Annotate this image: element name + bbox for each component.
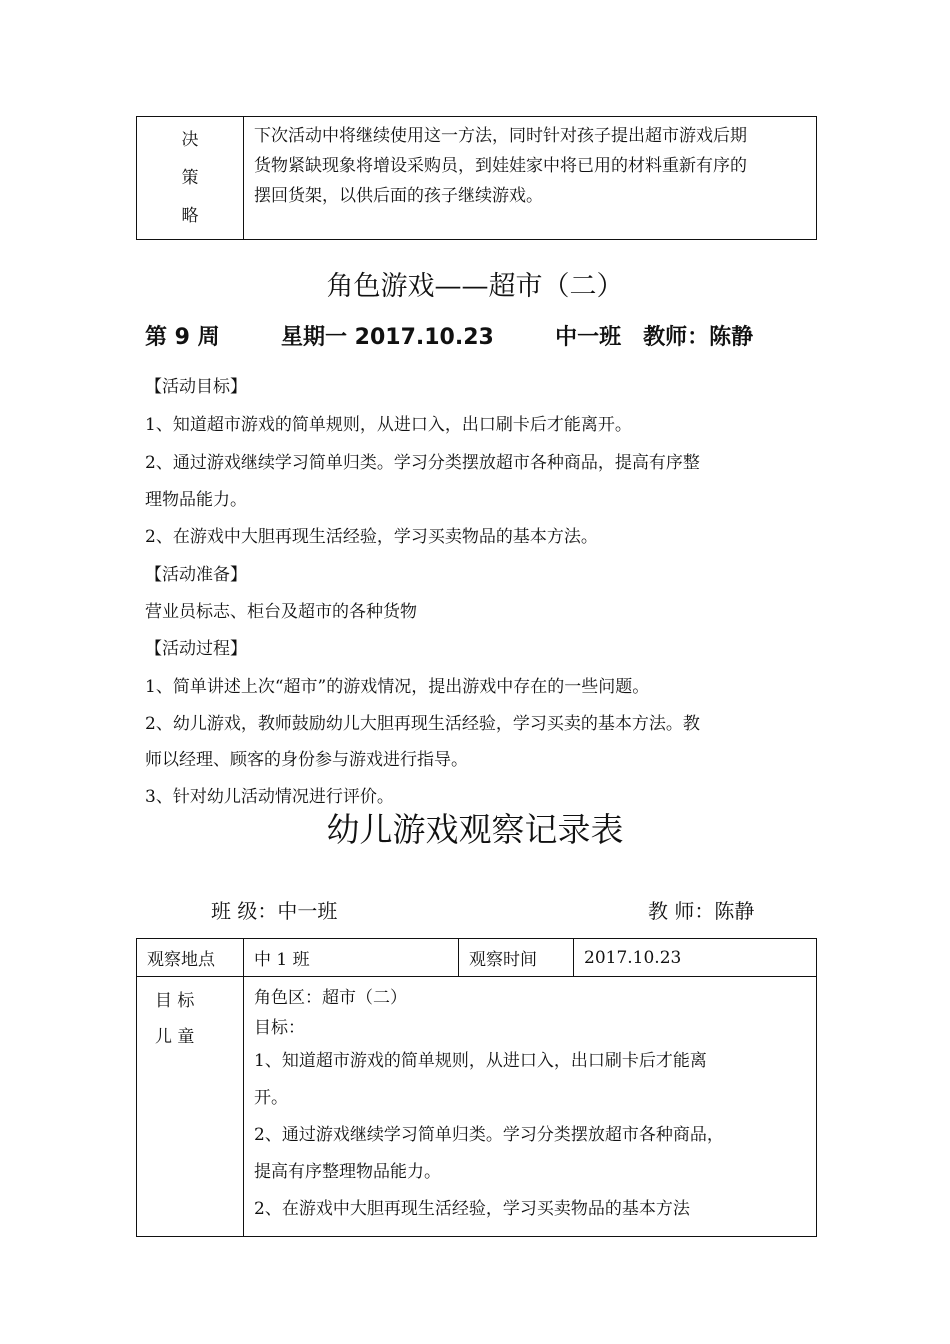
record-class-label: 班 级：中一班 <box>211 899 338 923</box>
target-content-cell <box>244 977 817 1237</box>
lesson-title: 角色游戏——超市（二） <box>326 271 624 302</box>
content-line: 角色区：超市（二） <box>254 988 407 1008</box>
place-value-cell: 中 1 班 <box>244 939 459 977</box>
decision-text-cell <box>244 117 817 240</box>
content-line: 2、通过游戏继续学习简单归类。学习分类摆放超市各种商品， <box>254 1125 724 1145</box>
process-heading: 【活动过程】 <box>145 639 247 659</box>
content-line: 目标： <box>254 1018 305 1038</box>
target-label-cell <box>137 977 244 1237</box>
decision-label-char: 策 <box>181 168 199 188</box>
place-label-cell: 观察地点 <box>137 939 244 977</box>
goal-line: 2、通过游戏继续学习简单归类。学习分类摆放超市各种商品，提高有序整 <box>145 453 700 473</box>
process-line: 师以经理、顾客的身份参与游戏进行指导。 <box>145 750 468 770</box>
lesson-info-line <box>145 320 753 351</box>
record-teacher-label: 教 师：陈静 <box>648 899 755 923</box>
content-line: 开。 <box>254 1088 288 1108</box>
observation-table <box>136 938 817 1237</box>
goal-line: 1、知道超市游戏的简单规则，从进口入，出口刷卡后才能离开。 <box>145 415 632 435</box>
time-value-cell: 2017.10.23 <box>574 939 817 977</box>
content-line: 1、知道超市游戏的简单规则，从进口入，出口刷卡后才能离 <box>254 1051 707 1071</box>
goal-heading: 【活动目标】 <box>145 377 247 397</box>
prep-heading: 【活动准备】 <box>145 565 247 585</box>
prep-text: 营业员标志、柜台及超市的各种货物 <box>145 602 417 622</box>
decision-label-cell <box>137 117 244 240</box>
decision-label-char: 决 <box>181 130 199 150</box>
process-line: 1、简单讲述上次“超市”的游戏情况，提出游戏中存在的一些问题。 <box>145 677 650 697</box>
process-line: 2、幼儿游戏，教师鼓励幼儿大胆再现生活经验，学习买卖的基本方法。教 <box>145 714 700 734</box>
decision-text-line: 摆回货架，以供后面的孩子继续游戏。 <box>254 186 543 206</box>
goal-line: 2、在游戏中大胆再现生活经验，学习买卖物品的基本方法。 <box>145 527 598 547</box>
process-line: 3、针对幼儿活动情况进行评价。 <box>145 787 394 807</box>
target-label-line: 儿 童 <box>155 1027 195 1047</box>
decision-text-line: 下次活动中将继续使用这一方法，同时针对孩子提出超市游戏后期 <box>254 126 747 146</box>
week-label: 第 9 周 <box>145 325 220 350</box>
target-label-line: 目 标 <box>155 991 195 1011</box>
record-title: 幼儿游戏观察记录表 <box>326 810 624 849</box>
content-line: 提高有序整理物品能力。 <box>254 1162 441 1182</box>
class-teacher-label: 中一班 教师：陈静 <box>555 325 754 350</box>
time-label-cell: 观察时间 <box>459 939 574 977</box>
decision-table <box>136 116 817 240</box>
goal-line: 理物品能力。 <box>145 490 247 510</box>
content-line: 2、在游戏中大胆再现生活经验，学习买卖物品的基本方法 <box>254 1199 690 1219</box>
day-date-label: 星期一 2017.10.23 <box>280 325 494 350</box>
decision-label-char: 略 <box>181 206 199 226</box>
decision-text-line: 货物紧缺现象将增设采购员，到娃娃家中将已用的材料重新有序的 <box>254 156 747 176</box>
